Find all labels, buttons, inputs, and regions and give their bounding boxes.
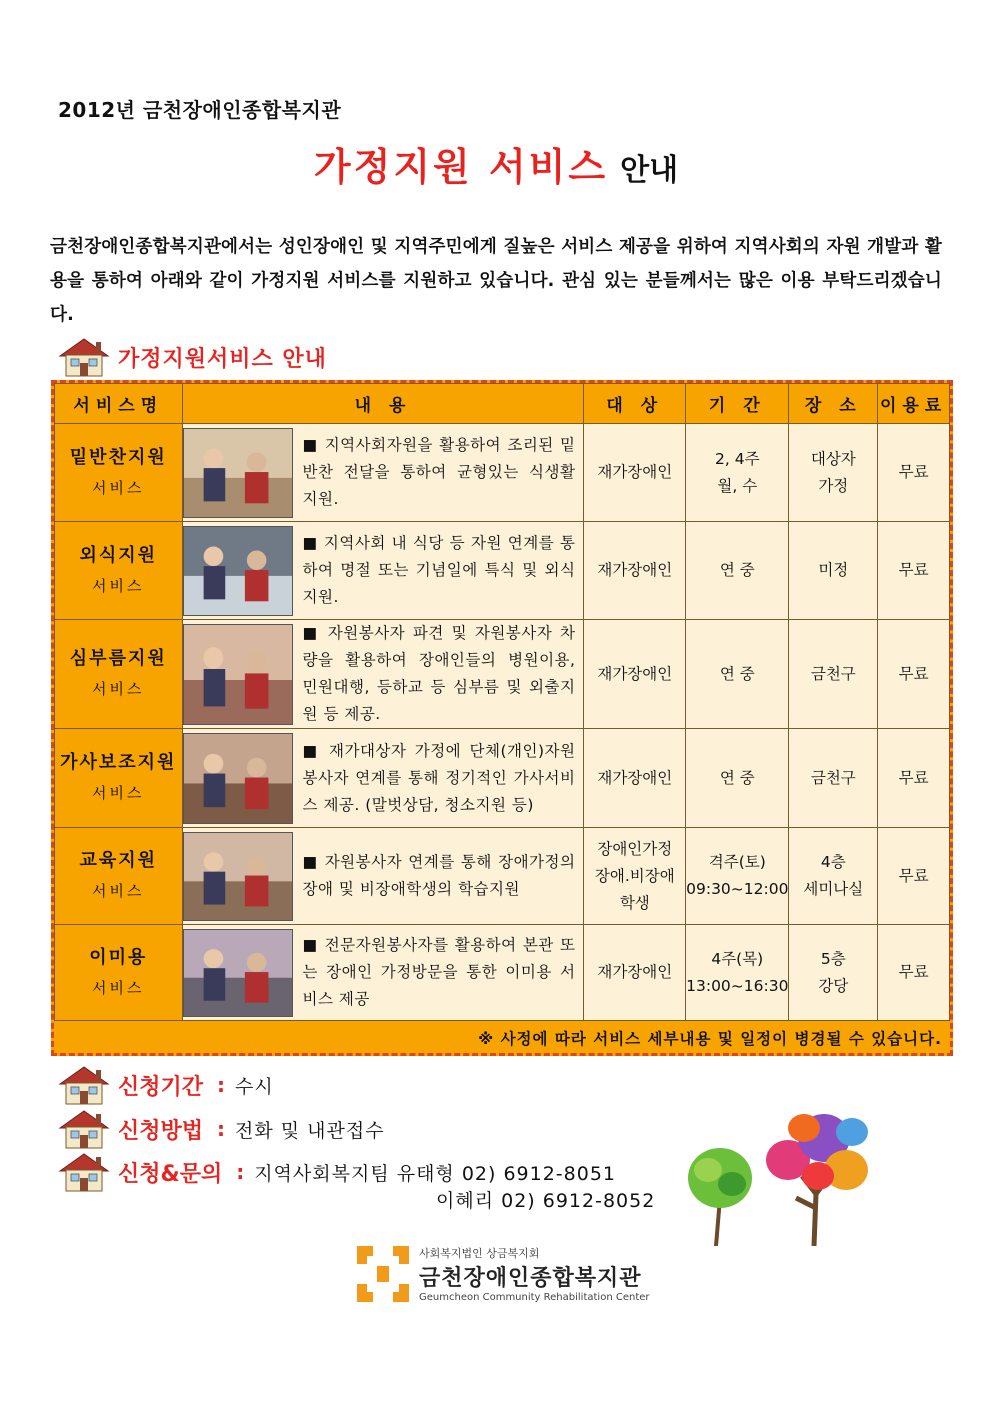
service-content-cell <box>182 828 584 925</box>
title-red: 가정지원 서비스 <box>313 145 609 189</box>
service-photo <box>183 526 293 616</box>
service-description: ■ 재가대상자 가정에 단체(개인)자원봉사자 연계를 통해 정기적인 가사서비스 제공. (말벗상담, 청소지원 등) <box>302 741 576 814</box>
place-cell <box>789 620 878 729</box>
service-name-cell <box>55 828 183 925</box>
fee-value: 무료 <box>898 866 929 885</box>
service-content-cell <box>182 729 584 828</box>
target-value: 장애인가정 장애.비장애 학생 <box>594 839 675 912</box>
fee-cell <box>878 522 950 620</box>
place-cell <box>789 925 878 1021</box>
fee-value: 무료 <box>898 963 929 981</box>
target-value: 재가장애인 <box>597 963 673 981</box>
section-heading <box>58 336 327 378</box>
logo-subtitle: 사회복지법인 상금복지회 <box>419 1247 540 1260</box>
apply-contact: 신청&문의 : 지역사회복지팀 유태형 02) 6912-8051 <box>58 1151 616 1193</box>
house-icon <box>58 1108 110 1150</box>
fee-value: 무료 <box>898 768 929 787</box>
target-cell <box>584 424 686 522</box>
period-cell <box>686 729 789 828</box>
target-value: 재가장애인 <box>597 664 673 683</box>
service-description: ■ 자원봉사자 연계를 통해 장애가정의 장애 및 비장애학생의 학습지원 <box>302 853 576 898</box>
table-note: ※ 사정에 따라 서비스 세부내용 및 일정이 병경될 수 있습니다. <box>478 1030 942 1048</box>
title-dark: 안내 <box>620 153 679 188</box>
house-icon <box>58 1151 110 1193</box>
intro-paragraph: 금천장애인종합복지관에서는 성인장애인 및 지역주민에게 질높은 서비스 제공을 위하여 지역사회의 자원 개발과 활용을 통하여 아래와 같이 가정지원 서비스를 지원하고 있습니다. 관심 있는 분들께서는 많은 이용 부탁드리겠습니다. <box>50 237 942 325</box>
target-value: 재가장애인 <box>597 463 673 481</box>
fee-cell <box>878 424 950 522</box>
place-value: 금천구 <box>810 664 856 683</box>
period-value: 연 중 <box>719 561 755 579</box>
col-header-place: 장 소 <box>789 384 878 424</box>
period-cell <box>686 424 789 522</box>
table-row <box>55 424 950 522</box>
logo-mark-icon <box>357 1246 409 1302</box>
place-cell <box>789 424 878 522</box>
apply-contact-value-2: 이혜리 02) 6912-8052 <box>436 1190 656 1212</box>
period-value: 연 중 <box>719 768 755 787</box>
fee-value: 무료 <box>898 561 929 579</box>
place-cell <box>789 729 878 828</box>
col-header-period: 기 간 <box>686 384 789 424</box>
target-value: 재가장애인 <box>597 561 673 579</box>
table-row <box>55 925 950 1021</box>
service-description: ■ 지역사회자원을 활용하여 조리된 밑반찬 전달을 통하여 균형있는 식생활 지원. <box>302 436 576 508</box>
service-name: 심부름지원 <box>69 648 167 669</box>
service-name-cell <box>55 729 183 828</box>
fee-value: 무료 <box>898 664 929 683</box>
service-content-cell <box>182 620 584 729</box>
target-value: 재가장애인 <box>597 768 673 787</box>
apply-contact-label: 신청&문의 <box>118 1161 223 1187</box>
service-photo <box>183 428 293 518</box>
house-icon <box>58 1064 110 1106</box>
service-name: 밑반찬지원 <box>69 446 167 468</box>
service-sub: 서비스 <box>92 680 145 698</box>
target-cell <box>584 620 686 729</box>
fee-cell <box>878 620 950 729</box>
place-value: 4층 세미나실 <box>803 853 864 898</box>
period-value: 연 중 <box>719 664 755 683</box>
service-sub: 서비스 <box>92 882 145 900</box>
fee-cell <box>878 828 950 925</box>
apply-period-label: 신청기간 <box>118 1074 204 1100</box>
service-name-cell <box>55 925 183 1021</box>
apply-method-label: 신청방법 <box>118 1118 204 1144</box>
period-value: 격주(토) 09:30~12:00 <box>686 853 789 898</box>
house-icon <box>58 336 110 378</box>
service-name: 이미용 <box>89 946 148 968</box>
target-cell <box>584 729 686 828</box>
table-row <box>55 729 950 828</box>
service-photo <box>183 624 293 725</box>
org-year-line: 2012년 금천장애인종합복지관 <box>58 98 342 122</box>
trees-illustration <box>676 1098 876 1246</box>
page-title <box>0 136 992 191</box>
period-cell <box>686 620 789 729</box>
place-value: 대상자 가정 <box>810 449 856 495</box>
period-cell <box>686 828 789 925</box>
service-description: ■ 지역사회 내 식당 등 자원 연계를 통하여 명절 또는 기념일에 특식 및 외식지원. <box>302 534 576 606</box>
service-content-cell <box>182 424 584 522</box>
service-table <box>54 383 950 1021</box>
target-cell <box>584 522 686 620</box>
service-name: 교육지원 <box>79 850 158 871</box>
service-name-cell <box>55 424 183 522</box>
service-name: 외식지원 <box>79 544 158 566</box>
place-value: 5층 강당 <box>818 949 849 995</box>
fee-cell <box>878 925 950 1021</box>
service-content-cell <box>182 522 584 620</box>
apply-period: 신청기간 : 수시 <box>58 1064 274 1106</box>
place-cell <box>789 828 878 925</box>
apply-method: 신청방법 : 전화 및 내관접수 <box>58 1108 385 1150</box>
place-value: 미정 <box>818 561 849 579</box>
col-header-target: 대 상 <box>584 384 686 424</box>
service-name-cell <box>55 620 183 729</box>
period-cell <box>686 522 789 620</box>
service-photo <box>183 733 293 824</box>
table-row <box>55 620 950 729</box>
service-sub: 서비스 <box>92 576 145 595</box>
service-content-cell <box>182 925 584 1021</box>
period-value: 2, 4주 월, 수 <box>715 449 760 495</box>
apply-contact-value-1: 지역사회복지팀 유태형 02) 6912-8051 <box>254 1162 617 1185</box>
service-sub: 서비스 <box>92 478 145 497</box>
target-cell <box>584 925 686 1021</box>
table-header-row <box>55 384 950 424</box>
section-title: 가정지원서비스 안내 <box>118 346 327 372</box>
table-row <box>55 828 950 925</box>
fee-cell <box>878 729 950 828</box>
place-value: 금천구 <box>810 768 856 787</box>
service-photo <box>183 929 293 1017</box>
service-name-cell <box>55 522 183 620</box>
period-value: 4주(목) 13:00~16:30 <box>686 949 789 995</box>
logo-english: Geumcheon Community Rehabilitation Center <box>419 1292 650 1303</box>
col-header-service: 서비스명 <box>55 384 183 424</box>
logo-name: 금천장애인종합복지관 <box>419 1266 642 1291</box>
period-cell <box>686 925 789 1021</box>
col-header-fee: 이용료 <box>878 384 950 424</box>
apply-period-value: 수시 <box>235 1075 274 1098</box>
apply-method-value: 전화 및 내관접수 <box>235 1119 385 1142</box>
service-sub: 서비스 <box>92 784 145 802</box>
service-sub: 서비스 <box>92 978 145 997</box>
service-table-frame <box>51 380 953 1056</box>
service-photo <box>183 832 293 921</box>
col-header-content: 내 용 <box>182 384 584 424</box>
service-name: 가사보조지원 <box>60 752 177 773</box>
service-description: ■ 전문자원봉사자를 활용하여 본관 또는 장애인 가정방문을 통한 이미용 서비스 제공 <box>302 936 576 1008</box>
table-row <box>55 522 950 620</box>
org-logo <box>357 1245 650 1303</box>
fee-value: 무료 <box>898 463 929 481</box>
target-cell <box>584 828 686 925</box>
service-description: ■ 자원봉사자 파견 및 자원봉사자 차량을 활용하여 장애인들의 병원이용, 민원대행, 등하교 등 심부름 및 외출지원 등 제공. <box>302 624 576 723</box>
place-cell <box>789 522 878 620</box>
